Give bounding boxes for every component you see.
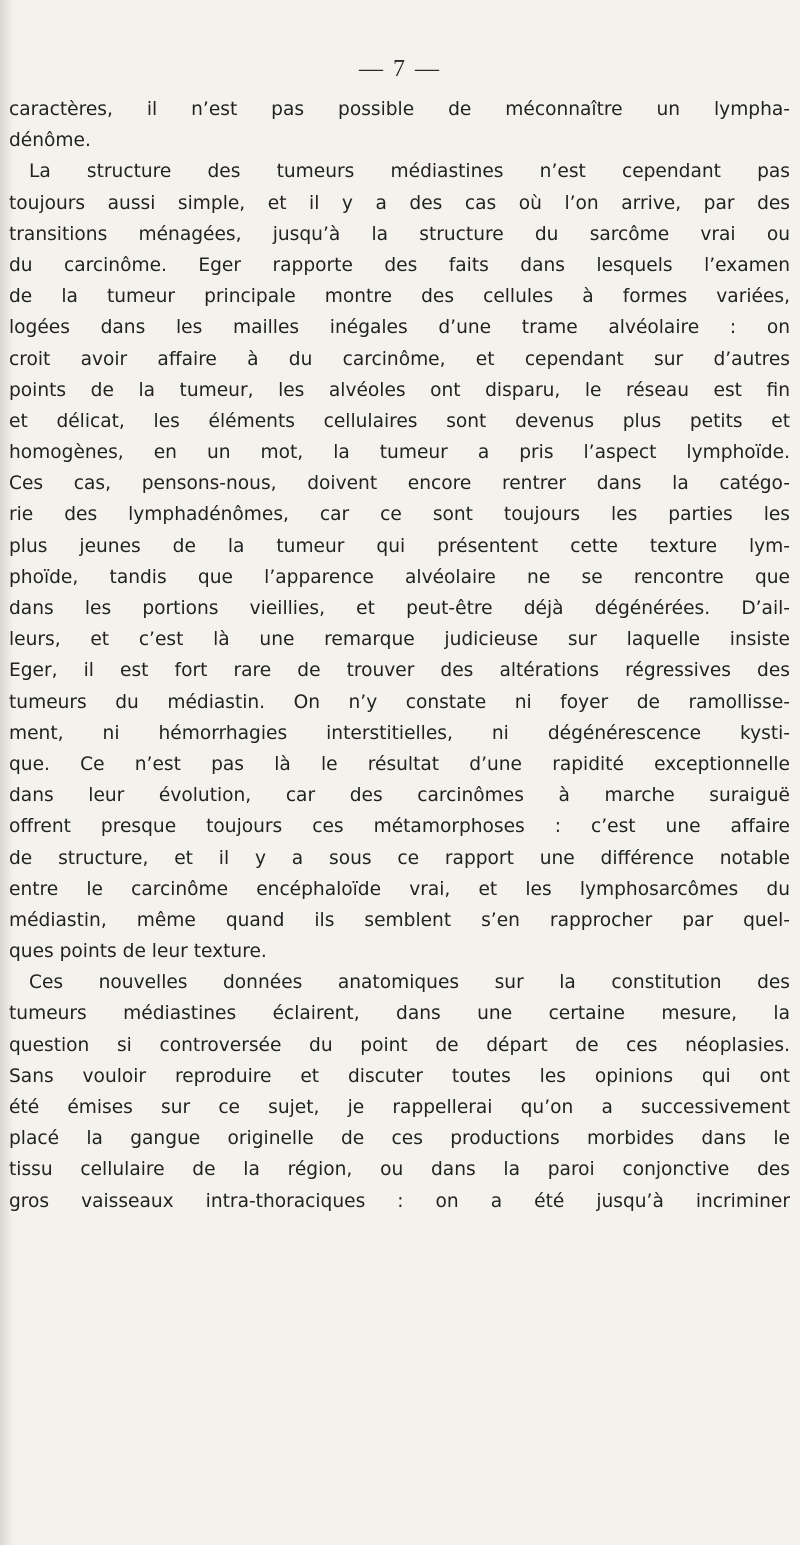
text-line: tissu cellulaire de la région, ou dans la paroi conjonctive des (9, 1159, 790, 1181)
text-line: de la tumeur principale montre des cellules à formes variées, (9, 286, 790, 308)
text-line: question si controversée du point de départ de ces néoplasies. (9, 1034, 790, 1056)
text-line: dans les portions vieillies, et peut-être déjà dégénérées. D’ail- (9, 598, 790, 619)
text-line: Eger, il est fort rare de trouver des altérations régressives des (9, 660, 790, 682)
text-line: offrent presque toujours ces métamorphoses : c’est une affaire (9, 816, 790, 838)
text-line: entre le carcinôme encéphaloïde vrai, et les lymphosarcômes du (9, 878, 790, 900)
text-line: dénôme. (9, 130, 91, 152)
text-line: de structure, et il y a sous ce rapport une différence notable (9, 847, 790, 869)
text-line: plus jeunes de la tumeur qui présentent cette texture lym- (9, 535, 790, 557)
text-line: rie des lymphadénômes, car ce sont toujours les parties les (9, 504, 790, 526)
text-line: Sans vouloir reproduire et discuter toutes les opinions qui ont (9, 1065, 790, 1087)
text-line: et délicat, les éléments cellulaires sont devenus plus petits et (9, 410, 790, 432)
text-line: ment, ni hémorrhagies interstitielles, ni dégénérescence kysti- (9, 722, 790, 744)
text-line: dans leur évolution, car des carcinômes à marche suraiguë (9, 785, 790, 807)
body-text (9, 94, 790, 1217)
text-line: croit avoir affaire à du carcinôme, et cependant sur d’autres (9, 348, 790, 370)
page-number: — 7 — (359, 56, 441, 82)
text-line: logées dans les mailles inégales d’une trame alvéolaire : on (9, 317, 790, 339)
text-line: Ces cas, pensons-nous, doivent encore rentrer dans la catégo- (9, 473, 790, 495)
text-line: homogènes, en un mot, la tumeur a pris l’aspect lymphoïde. (9, 442, 790, 464)
text-line: été émises sur ce sujet, je rappellerai qu’on a successivement (9, 1097, 790, 1118)
text-line: médiastin, même quand ils semblent s’en rapprocher par quel- (9, 909, 790, 931)
text-line: Ces nouvelles données anatomiques sur la constitution des (29, 972, 790, 994)
text-line: transitions ménagées, jusqu’à la structure du sarcôme vrai ou (9, 223, 790, 245)
text-line: phoïde, tandis que l’apparence alvéolaire ne se rencontre que (9, 566, 790, 588)
text-line: tumeurs médiastines éclairent, dans une certaine mesure, la (9, 1003, 790, 1025)
text-line: toujours aussi simple, et il y a des cas où l’on arrive, par des (9, 192, 790, 214)
text-line: gros vaisseaux intra-thoraciques : on a été jusqu’à incriminer (9, 1190, 790, 1212)
text-line: points de la tumeur, les alvéoles ont disparu, le réseau est fin (9, 379, 790, 401)
text-line: placé la gangue originelle de ces productions morbides dans le (9, 1128, 790, 1150)
text-line: du carcinôme. Eger rapporte des faits dans lesquels l’examen (9, 254, 790, 276)
text-line: ques points de leur texture. (9, 941, 267, 963)
text-line: caractères, il n’est pas possible de méconnaître un lympha- (9, 99, 790, 120)
text-line: que. Ce n’est pas là le résultat d’une rapidité exceptionnelle (9, 753, 790, 775)
text-line: La structure des tumeurs médiastines n’est cependant pas (29, 161, 790, 183)
text-line: leurs, et c’est là une remarque judicieuse sur laquelle insiste (9, 629, 790, 651)
text-line: tumeurs du médiastin. On n’y constate ni foyer de ramollisse- (9, 691, 790, 713)
